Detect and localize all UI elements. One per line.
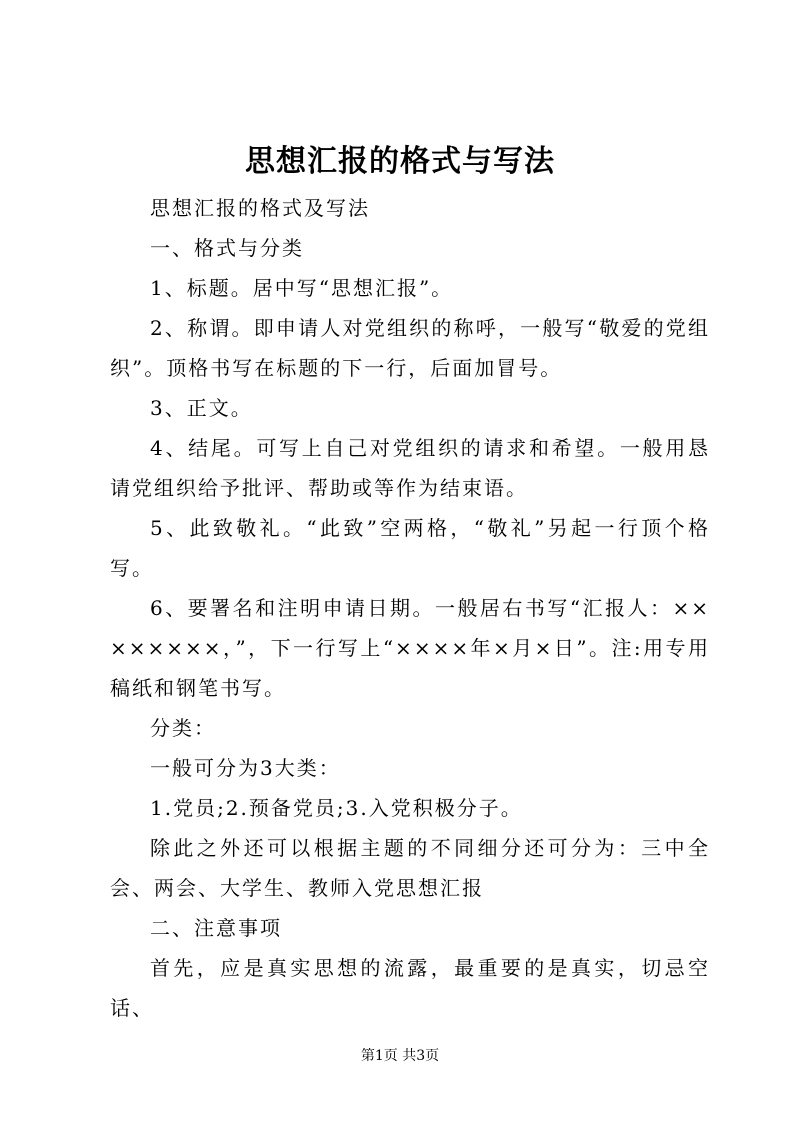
paragraph: 4、结尾。可写上自己对党组织的请求和希望。一般用恳请党组织给予批评、帮助或等作为结束语。 — [110, 436, 710, 500]
paragraph: 1、标题。居中写“思想汇报”。 — [150, 276, 454, 300]
document-body — [110, 188, 710, 1028]
paragraph: 一般可分为3大类： — [150, 756, 341, 780]
paragraph: 3、正文。 — [150, 396, 253, 420]
paragraph: 思想汇报的格式及写法 — [150, 196, 370, 220]
paragraph: 一、格式与分类 — [150, 236, 304, 260]
paragraph: 二、注意事项 — [150, 916, 282, 940]
paragraph: 1.党员;2.预备党员;3.入党积极分子。 — [150, 796, 523, 820]
paragraph: 6、要署名和注明申请日期。一般居右书写“汇报人：××××××××，”，下一行写上“××××年×月×日”。注:用专用稿纸和钢笔书写。 — [110, 596, 710, 700]
paragraph: 分类： — [150, 716, 216, 740]
paragraph: 除此之外还可以根据主题的不同细分还可分为：三中全会、两会、大学生、教师入党思想汇报 — [110, 836, 710, 900]
paragraph: 5、此致敬礼。“此致”空两格，“敬礼”另起一行顶个格写。 — [110, 516, 710, 580]
paragraph: 2、称谓。即申请人对党组织的称呼，一般写“敬爱的党组织”。顶格书写在标题的下一行，后面加冒号。 — [110, 316, 710, 380]
page-footer: 第1页 共3页 — [360, 1048, 440, 1064]
paragraph: 首先，应是真实思想的流露，最重要的是真实，切忌空话、 — [110, 956, 710, 1020]
page-title: 思想汇报的格式与写法 — [245, 144, 555, 179]
